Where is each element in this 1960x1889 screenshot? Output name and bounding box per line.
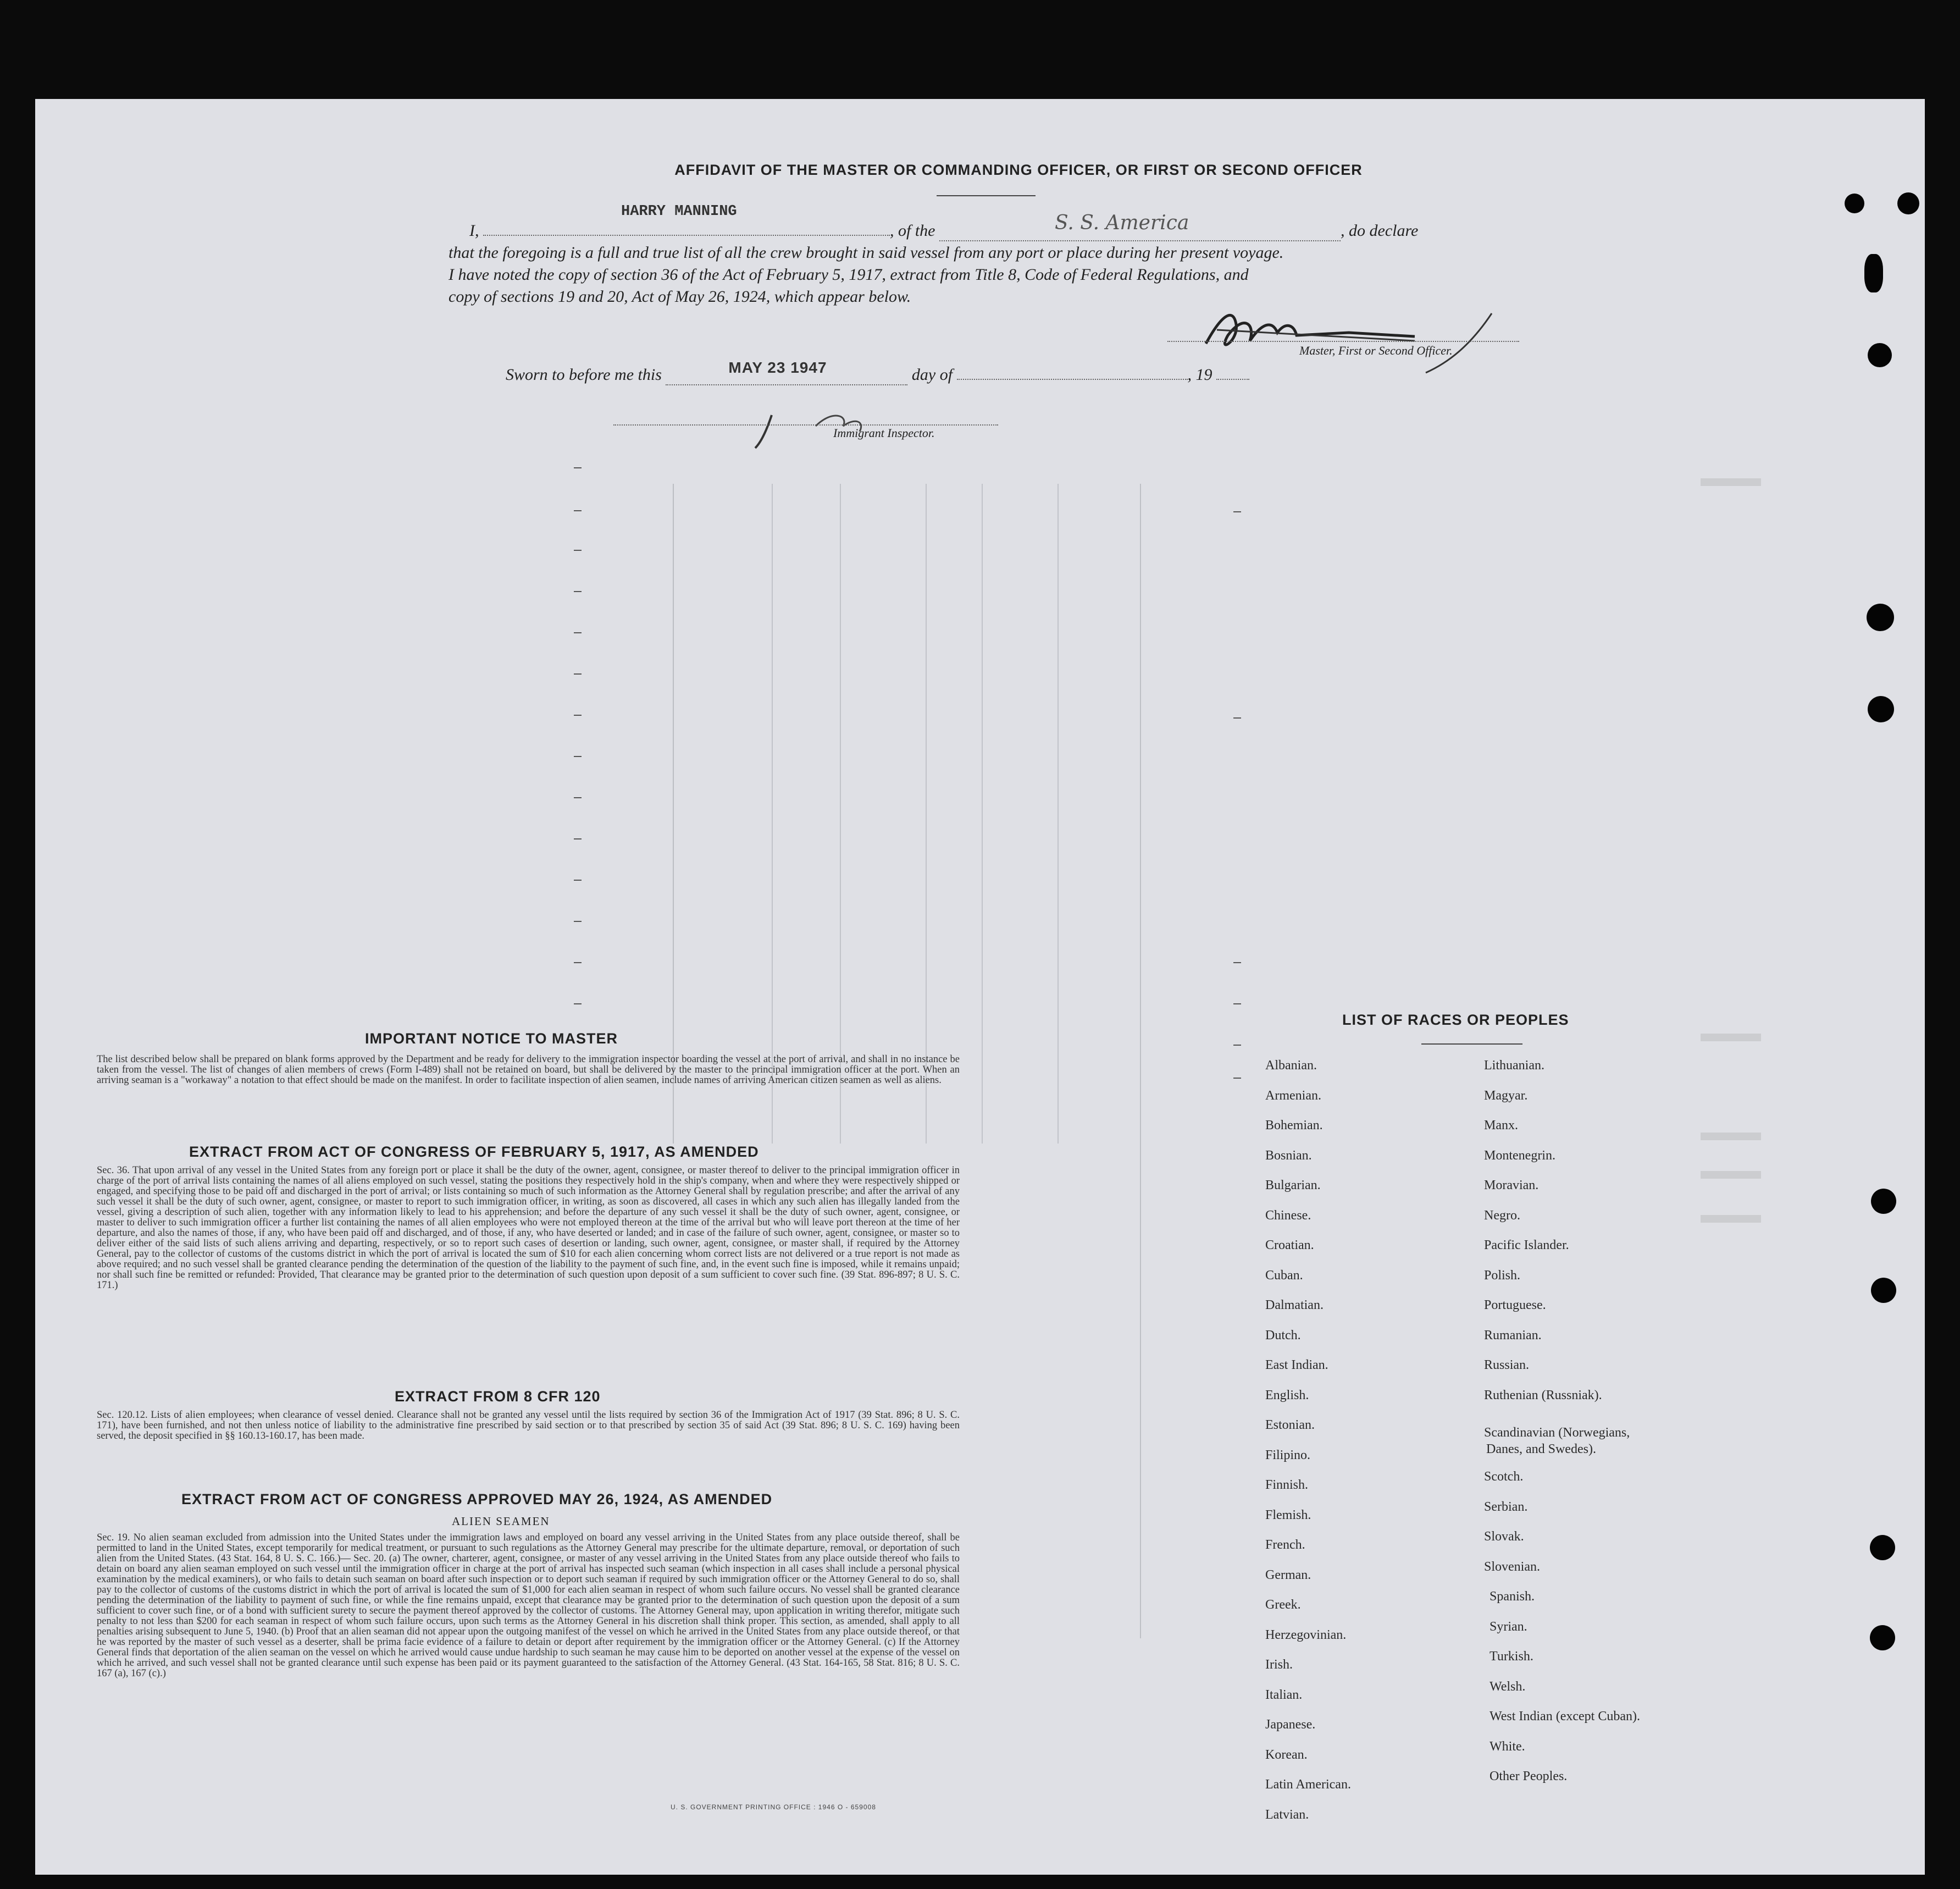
punch-hole [1868,696,1894,722]
punch-hole [1897,192,1919,214]
faint-column-line [926,484,927,1144]
inspector-rule [613,424,998,426]
race-item: Rumanian. [1484,1328,1542,1343]
race-item: Russian. [1484,1358,1530,1372]
row-tick [574,673,582,675]
affidavit-do-declare: , do declare [1341,222,1419,240]
row-tick [574,756,582,757]
row-tick [574,921,582,922]
row-tick [574,838,582,839]
race-item: English. [1265,1388,1309,1402]
affidavit-line-2: that the foregoing is a full and true list of all the crew brought in said vessel from any port or place during her present voyage. [449,244,1284,262]
race-item: Lithuanian. [1484,1058,1544,1073]
row-tick [1233,717,1241,719]
year-prefix: , 19 [1187,366,1212,384]
extract-cfr-heading: EXTRACT FROM 8 CFR 120 [395,1388,601,1405]
race-item: Danes, and Swedes). [1486,1442,1596,1456]
race-item: Turkish. [1490,1649,1533,1664]
punch-hole [1864,254,1883,292]
race-item: Portuguese. [1484,1298,1546,1312]
race-item: Bosnian. [1265,1148,1312,1163]
race-item: Polish. [1484,1268,1521,1283]
affidavit-line-4: copy of sections 19 and 20, Act of May 26, 1924, which appear below. [449,288,911,306]
inspector-caption: Immigrant Inspector. [833,426,935,440]
extract-1924-heading: EXTRACT FROM ACT OF CONGRESS APPROVED MAY 26, 1924, AS AMENDED [181,1491,773,1507]
signature-caption: Master, First or Second Officer. [1299,344,1453,357]
race-item: Magyar. [1484,1088,1528,1103]
printer-line: U. S. GOVERNMENT PRINTING OFFICE : 1946 O - 659008 [671,1803,876,1811]
master-name: HARRY MANNING [621,203,737,220]
affidavit-of-the: , of the [890,222,935,240]
punch-hole [1867,604,1894,631]
race-item: Italian. [1265,1687,1303,1702]
race-item: Filipino. [1265,1448,1311,1462]
race-item: Latin American. [1265,1777,1351,1792]
row-tick [574,591,582,592]
punch-hole [1871,1189,1896,1214]
race-item: Albanian. [1265,1058,1317,1073]
extract-1917-body: Sec. 36. That upon arrival of any vessel in the United States from any foreign port or place it shall be the duty of the owner, agent, consignee, or master thereof to deliver to the principal immigration officer in charge of the port of arrival lists containing the names of all aliens employed on such vessel, stating the positions they respectively hold in the ship's company, when and where they were respectively shipped or engaged, and specifying those to be paid off and discharged in the port of arrival; or lists containing so much of such information as the Attorney General shall by regulation prescribe; and after the arrival of any such vessel it shall be the duty of such owner, agent, consignee, or master to report to such immigration officer, in writing, as soon as discovered, all cases in which any such alien has illegally landed from the vessel, giving a description of such alien, together with any information likely to lead to his apprehension; and before the departure of any such vessel it shall be the duty of such owner, agent, consignee, or master to deliver to such immigration officer a further list containing the names of all alien employees who were not employed thereon at the time of the arrival but who will leave port thereon at the time of her departure, and also the names of those, if any, who have been paid off and discharged, and of those, if any, who have deserted or landed; and in case of the failure of such owner, agent, consignee, or master so to deliver either of the said lists of such aliens arriving and departing, respectively, or so to report such cases of desertion or landing, such owner, agent, consignee, or master shall, if required by the Attorney General, pay to the collector of customs of the customs district in which the port of arrival is located the sum of $10 for each alien concerning whom correct lists are not delivered or a true report is not made as above required; and no such vessel shall be granted clearance pending the determination of the question of the liability to the payment of such fine, and, in the event such fine is imposed, while it remains unpaid; nor shall such fine be remitted or refunded: Provided, That clearance may be granted prior to the determination of such question upon deposit of a sum sufficient to cover such fine. (39 Stat. 896-897; 8 U. S. C. 171.) [97,1165,960,1291]
race-item: Other Peoples. [1490,1769,1568,1783]
race-item: Scandinavian (Norwegians, [1484,1426,1630,1440]
race-item: German. [1265,1567,1311,1582]
affidavit-heading: AFFIDAVIT OF THE MASTER OR COMMANDING OFFICER, OR FIRST OR SECOND OFFICER [674,162,1363,178]
row-tick [574,510,582,511]
row-tick [1233,1078,1241,1079]
race-item: Pacific Islander. [1484,1238,1569,1252]
race-item: Welsh. [1490,1679,1526,1694]
sworn-line [506,359,1249,385]
race-item: Herzegovinian. [1265,1627,1347,1642]
punch-hole [1868,343,1892,367]
extract-1924-body: Sec. 19. No alien seaman excluded from admission into the United States under the immigration laws and employed on board any vessel arriving in the United States from any place outside thereof, shall be permitted to land in the United States, except temporarily for medical treatment, or pursuant to such regulations as the Attorney General may prescribe for the ultimate departure, removal, or deportation of such alien from the United States. (43 Stat. 164, 8 U. S. C. 166.)— Sec. 20. (a) The owner, charterer, agent, consignee, or master of any vessel arriving in the United States from any place outside thereof who fails to detain on board any alien seaman employed on such vessel until the immigration officer in charge at the port of arrival has inspected such seaman (which inspection in all cases shall include a personal physical examination by the medical examiners), or who fails to detain such seaman on board after such inspection or to deport such seaman if required by such immigration officer or the Attorney General to do so, shall pay to the collector of customs of the customs district in which the port of arrival is located the sum of $1,000 for each alien seaman in respect of whom such failure occurs. No vessel shall be granted clearance pending the determination of the liability to payment of such fine, or while the fine remains unpaid, except that clearance may be granted prior to the determination of such question upon the deposit of a sum sufficient to cover such fine, or of a bond with sufficient surety to secure the payment thereof approved by the collector of customs. The Attorney General may, upon application in writing therefor, mitigate such penalty to not less than $200 for each seaman in respect of whom such failure occurs, upon such terms as the Attorney General in his discretion shall think proper. This section, as amended, shall apply to all penalties arising subsequent to June 5, 1940. (b) Proof that an alien seaman did not appear upon the outgoing manifest of the vessel on which he arrived in the United States from any place outside thereof, or that he was reported by the master of such vessel as a deserter, shall be prima facie evidence of a failure to detain or deport after requirement by the immigration officer or the Attorney General. (c) If the Attorney General finds that deportation of the alien seaman on the vessel on which he arrived would cause undue hardship to such seaman he may cause him to be deported on another vessel at the expense of the vessel on which he arrived, and such vessel shall not be granted clearance until such expense has been paid or its payment guaranteed to the satisfaction of the Attorney General. (43 Stat. 164-165, 58 Stat. 816; 8 U. S. C. 167 (a), 167 (c).) [97,1532,960,1679]
race-item: Finnish. [1265,1478,1309,1492]
race-item: Syrian. [1490,1619,1527,1634]
race-item: Slovenian. [1484,1559,1540,1574]
vessel-name: S. S. America [1055,212,1189,234]
race-item: Bulgarian. [1265,1178,1321,1192]
punch-hole [1870,1535,1895,1560]
race-item: Japanese. [1265,1717,1316,1732]
punch-hole [1871,1278,1896,1303]
row-tick [574,880,582,881]
race-item: Estonian. [1265,1418,1315,1432]
sworn-prefix: Sworn to before me this [506,366,662,384]
extract-1917-heading: EXTRACT FROM ACT OF CONGRESS OF FEBRUARY 5, 1917, AS AMENDED [189,1144,759,1160]
race-item: Irish. [1265,1658,1293,1672]
faint-column-line [673,484,674,1144]
row-tick [574,962,582,963]
affidavit-line-3: I have noted the copy of section 36 of the Act of February 5, 1917, extract from Title 8, Code of Federal Regulations, and [449,266,1249,284]
affidavit-i: I, [469,222,479,240]
race-item: White. [1490,1739,1525,1754]
row-tick [1233,511,1241,512]
faint-column-line [1057,484,1059,1144]
race-item: French. [1265,1538,1305,1552]
row-tick [574,632,582,633]
row-tick [1233,962,1241,963]
row-tick [574,715,582,716]
race-item: East Indian. [1265,1358,1328,1372]
race-item: Dalmatian. [1265,1298,1324,1312]
race-item: Negro. [1484,1208,1520,1223]
row-tick [574,797,582,798]
extract-cfr-body: Sec. 120.12. Lists of alien employees; when clearance of vessel denied. Clearance shall not be granted any vessel until the lists required by section 36 of the Immigration Act of 1917 (39 Stat. 896; 8 U. S. C. 171), have been furnished, and not then unless notice of liability to the administrative fine prescribed by said section or to that prescribed by section 35 of said Act (39 Stat. 896; 8 U. S. C. 169) having been served, the deposit specified in §§ 160.13-160.17, has been made. [97,1410,960,1441]
signature-rule [1167,341,1519,342]
race-item: Cuban. [1265,1268,1303,1283]
race-item: Montenegrin. [1484,1148,1555,1163]
races-heading: LIST OF RACES OR PEOPLES [1342,1012,1569,1028]
race-item: Bohemian. [1265,1118,1323,1133]
race-item: Chinese. [1265,1208,1311,1223]
faint-column-line [1140,484,1141,1638]
notice-body: The list described below shall be prepared on blank forms approved by the Department and be ready for delivery to the immigration inspector boarding the vessel at the port of arrival, and shall in no instance be taken from the vessel. The list of changes of alien members of crews (Form I-489) shall not be retained on board, but shall be delivered by the master to the principal immigration officer at the port. When an arriving seaman is a "workaway" a notation to that effect should be made on the manifest. In order to facilitate inspection of alien seamen, include names of arriving American citizen seamen as well as aliens. [97,1054,960,1086]
punch-hole [1845,194,1864,213]
row-tick [574,550,582,551]
race-item: Spanish. [1490,1589,1535,1604]
faint-column-line [772,484,773,1144]
notice-heading: IMPORTANT NOTICE TO MASTER [365,1030,618,1047]
race-item: Ruthenian (Russniak). [1484,1388,1602,1402]
races-heading-rule [1421,1043,1522,1045]
day-of: day of [911,366,953,384]
faint-right-marks [1684,456,1915,1886]
punch-hole [1870,1625,1895,1650]
faint-column-line [982,484,983,1144]
race-item: Moravian. [1484,1178,1539,1192]
row-tick [574,1003,582,1004]
race-item: Croatian. [1265,1238,1314,1252]
heading-rule [937,195,1036,196]
races-left-column [1265,1058,1463,1837]
race-item: West Indian (except Cuban). [1490,1709,1640,1724]
race-item: Armenian. [1265,1088,1321,1103]
race-item: Serbian. [1484,1499,1528,1514]
row-tick [1233,1003,1241,1004]
affidavit-line-1 [469,212,1419,241]
row-tick [574,467,582,468]
race-item: Manx. [1484,1118,1518,1133]
row-tick [1233,1045,1241,1046]
race-item: Flemish. [1265,1507,1311,1522]
race-item: Slovak. [1484,1529,1524,1544]
race-item: Scotch. [1484,1470,1524,1484]
manifest-page [35,99,1925,1875]
master-signature [1184,302,1558,374]
race-item: Korean. [1265,1747,1308,1762]
race-item: Dutch. [1265,1328,1301,1343]
sworn-date-stamp: MAY 23 1947 [728,359,827,376]
race-item: Latvian. [1265,1807,1309,1822]
extract-1924-subheading: ALIEN SEAMEN [452,1515,550,1528]
faint-column-line [840,484,841,1144]
race-item: Greek. [1265,1598,1301,1612]
